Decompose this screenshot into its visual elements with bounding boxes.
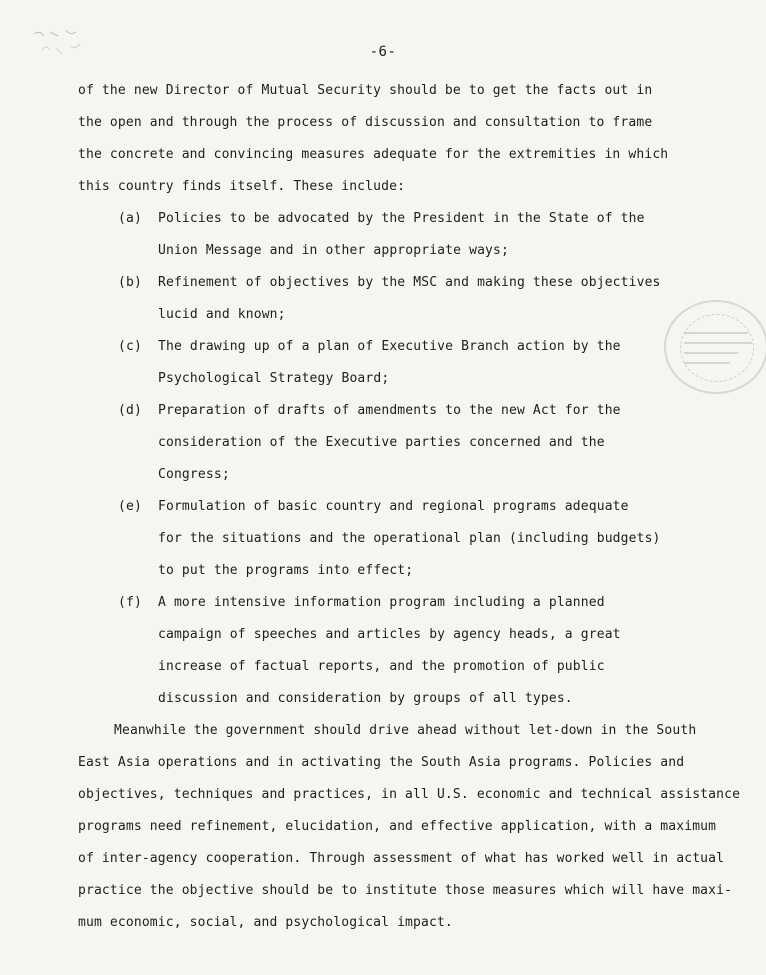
text-line: discussion and consideration by groups of all types.: [158, 691, 573, 706]
list-marker: (c): [118, 339, 142, 354]
archives-stamp-icon: [664, 300, 766, 394]
document-body: [78, 75, 748, 939]
text-line: to put the programs into effect;: [158, 563, 414, 578]
list-item-text: [158, 587, 678, 715]
text-line: Psychological Strategy Board;: [158, 371, 390, 386]
list-marker: (a): [118, 211, 142, 226]
list-marker: (b): [118, 275, 142, 290]
text-line: Union Message and in other appropriate ways;: [158, 243, 509, 258]
stamp-text-mark: [684, 352, 738, 354]
list-item-text: [158, 203, 678, 267]
text-line: of inter-agency cooperation. Through assessment of what has worked well in actual: [78, 851, 725, 866]
intro-paragraph: [78, 75, 748, 203]
text-line: the open and through the process of discussion and consultation to frame: [78, 115, 653, 130]
text-line: this country finds itself. These include:: [78, 179, 406, 194]
list-item: [118, 491, 678, 587]
text-line: practice the objective should be to institute those measures which will have maxi-: [78, 883, 733, 898]
text-line: Meanwhile the government should drive ahead without let-down in the South: [114, 723, 697, 738]
list-item-text: [158, 267, 678, 331]
text-line: programs need refinement, elucidation, and effective application, with a maximum: [78, 819, 717, 834]
text-line: Congress;: [158, 467, 230, 482]
text-line: mum economic, social, and psychological impact.: [78, 915, 453, 930]
list-item: [118, 395, 678, 491]
page-number: -6-: [369, 44, 397, 60]
stamp-text-mark: [684, 342, 752, 344]
text-line: for the situations and the operational plan (including budgets): [158, 531, 661, 546]
list-marker: (e): [118, 499, 142, 514]
list-item-text: [158, 331, 678, 395]
text-line: Formulation of basic country and regional programs adequate: [158, 499, 629, 514]
text-line: lucid and known;: [158, 307, 286, 322]
list-item-text: [158, 395, 678, 491]
text-line: Policies to be advocated by the President in the State of the: [158, 211, 645, 226]
text-line: of the new Director of Mutual Security should be to get the facts out in: [78, 83, 653, 98]
stamp-ring: [680, 314, 754, 382]
text-line: increase of factual reports, and the promotion of public: [158, 659, 605, 674]
text-line: objectives, techniques and practices, in all U.S. economic and technical assistance: [78, 787, 741, 802]
list-item: [118, 267, 678, 331]
text-line: The drawing up of a plan of Executive Branch action by the: [158, 339, 621, 354]
list-marker: (f): [118, 595, 142, 610]
text-line: Preparation of drafts of amendments to the new Act for the: [158, 403, 621, 418]
stamp-text-mark: [684, 362, 730, 364]
text-line: the concrete and convincing measures adequate for the extremities in which: [78, 147, 669, 162]
closing-paragraph: [78, 715, 748, 939]
list-item-text: [158, 491, 678, 587]
list-marker: (d): [118, 403, 142, 418]
list-item: [118, 331, 678, 395]
text-line: Refinement of objectives by the MSC and making these objectives: [158, 275, 661, 290]
list-item: [118, 587, 678, 715]
text-line: consideration of the Executive parties concerned and the: [158, 435, 605, 450]
text-line: A more intensive information program including a planned: [158, 595, 605, 610]
text-line: campaign of speeches and articles by agency heads, a great: [158, 627, 621, 642]
stamp-text-mark: [684, 332, 748, 334]
list-item: [118, 203, 678, 267]
text-line: East Asia operations and in activating the South Asia programs. Policies and: [78, 755, 685, 770]
measures-list: [78, 203, 748, 715]
